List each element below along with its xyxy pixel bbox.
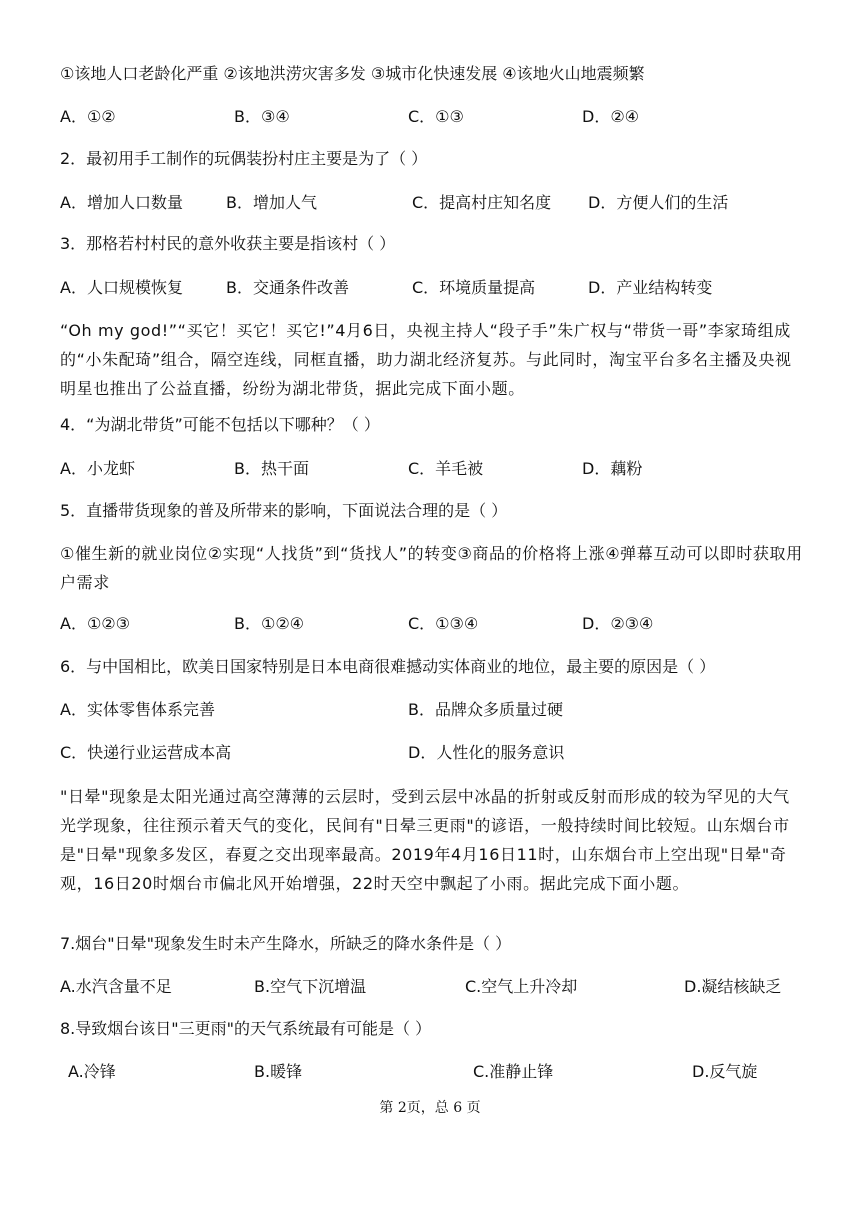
q5-option-b: B．①②④: [234, 614, 305, 633]
q2-option-d: D．方便人们的生活: [588, 193, 729, 212]
q2-option-b: B．增加人气: [226, 193, 317, 212]
q1-option-c: C．①③: [408, 107, 464, 126]
page-footer: 第 2页，总 6 页: [379, 1100, 481, 1116]
q7-option-d: D.凝结核缺乏: [684, 977, 782, 996]
q3-option-a: A．人口规模恢复: [60, 278, 183, 297]
q2-option-a: A．增加人口数量: [60, 193, 183, 212]
q4-option-b: B．热干面: [234, 459, 309, 478]
q4-option-c: C．羊毛被: [408, 459, 484, 478]
q7-option-a: A.水汽含量不足: [60, 977, 172, 996]
q3-option-d: D．产业结构转变: [588, 278, 713, 297]
q8-stem: 8.导致烟台该日"三更雨"的天气系统最有可能是（ ）: [60, 1019, 432, 1038]
q3-stem: 3．那格若村村民的意外收获主要是指该村（ ）: [60, 234, 396, 253]
q6-option-b: B．品牌众多质量过硬: [408, 700, 563, 719]
q5-option-d: D．②③④: [582, 614, 654, 633]
q5-stem: 5．直播带货现象的普及所带来的影响，下面说法合理的是（ ）: [60, 501, 508, 520]
q5-statements: ①催生新的就业岗位②实现“人找货”到“货找人”的转变③商品的价格将上涨④弹幕互动可以即时获取用户需求: [60, 544, 803, 592]
q4-stem: 4．“为湖北带货”可能不包括以下哪种？（ ）: [60, 415, 380, 434]
q3-option-c: C．环境质量提高: [412, 278, 536, 297]
q6-option-d: D．人性化的服务意识: [408, 743, 565, 762]
q4-option-a: A．小龙虾: [60, 459, 135, 478]
passage-sun-halo: "日晕"现象是太阳光通过高空薄薄的云层时，受到云层中冰晶的折射或反射而形成的较为罕见的大气光学现象，往往预示着天气的变化，民间有"日晕三更雨"的谚语，一般持续时间比较短。山东烟台市是"日晕"现象多发区，春夏之交出现率最高。2019年4月16日11时，山东烟台市上空出现"日晕"奇观，16日20时烟台市偏北风开始增强，22时天空中飘起了小雨。据此完成下面小题。: [60, 787, 790, 893]
q5-option-a: A．①②③: [60, 614, 130, 633]
q5-option-c: C．①③④: [408, 614, 479, 633]
q3-option-b: B．交通条件改善: [226, 278, 349, 297]
q1-option-d: D．②④: [582, 107, 640, 126]
q7-option-c: C.空气上升冷却: [465, 977, 578, 996]
q8-option-c: C.准静止锋: [473, 1062, 554, 1081]
q6-option-a: A．实体零售体系完善: [60, 700, 215, 719]
q8-option-a: A.冷锋: [68, 1062, 116, 1081]
q8-option-d: D.反气旋: [692, 1062, 758, 1081]
q1-statements: ①该地人口老龄化严重 ②该地洪涝灾害多发 ③城市化快速发展 ④该地火山地震频繁: [60, 64, 645, 83]
q2-option-c: C．提高村庄知名度: [412, 193, 552, 212]
q7-stem: 7.烟台"日晕"现象发生时未产生降水，所缺乏的降水条件是（ ）: [60, 934, 512, 953]
passage-livestream: “Oh my god!”“买它！买它！买它!”4月6日，央视主持人“段子手”朱广权与“带货一哥”李家琦组成的“小朱配琦”组合，隔空连线，同框直播，助力湖北经济复苏。与此同时，淘宝平台多名主播及央视明星也推出了公益直播，纷纷为湖北带货，据此完成下面小题。: [60, 321, 792, 398]
q1-option-b: B．③④: [234, 107, 290, 126]
q2-stem: 2．最初用手工制作的玩偶装扮村庄主要是为了（ ）: [60, 149, 428, 168]
q6-option-c: C．快递行业运营成本高: [60, 743, 232, 762]
q1-option-a: A．①②: [60, 107, 116, 126]
q4-option-d: D．藕粉: [582, 459, 643, 478]
q7-option-b: B.空气下沉增温: [254, 977, 367, 996]
q6-stem: 6．与中国相比，欧美日国家特别是日本电商很难撼动实体商业的地位，最主要的原因是（ ）: [60, 657, 716, 676]
q8-option-b: B.暖锋: [254, 1062, 303, 1081]
